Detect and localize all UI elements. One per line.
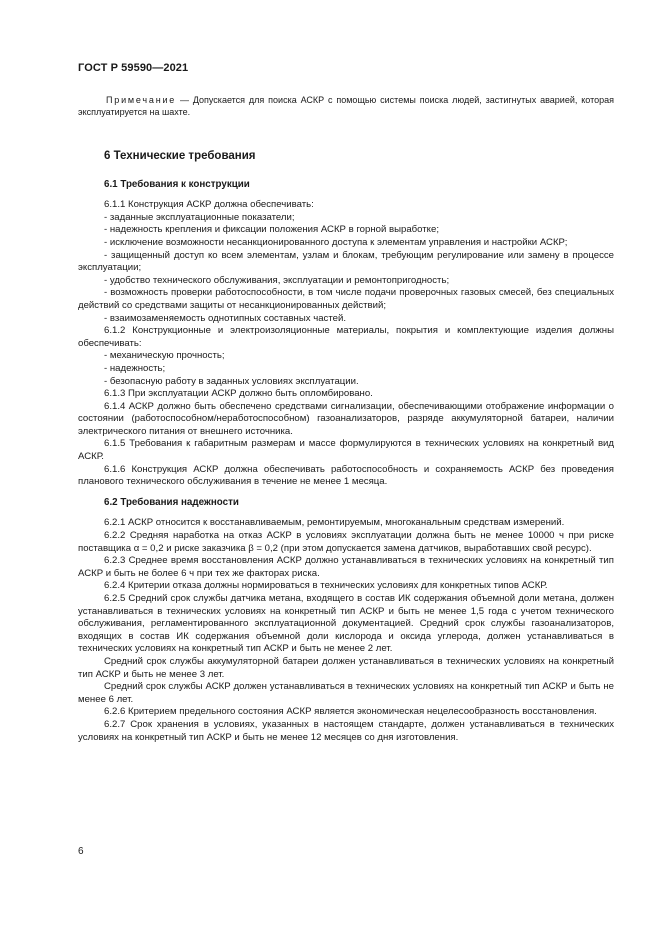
clause-6-1-3: 6.1.3 При эксплуатации АСКР должно быть опломбировано. [104, 388, 373, 400]
note-text: — Допускается для поиска АСКР с помощью системы поиска людей, застигнутых аварией, которая эксплуатируется на шахте. [78, 95, 614, 117]
clause-6-2-1: 6.2.1 АСКР относится к восстанавливаемым, ремонтируемым, многоканальным средствам измерений. [104, 517, 565, 529]
clause-6-2-5-service-life: Средний срок службы АСКР должен устанавливаться в технических условиях на конкретный тип АСКР и быть не менее 6 лет. [78, 681, 614, 705]
note-label: Примечание [106, 95, 177, 105]
clause-6-1-6: 6.1.6 Конструкция АСКР должна обеспечивать работоспособность и сохраняемость АСКР без проведения планового технического обслуживания в течение не менее 1 месяца. [78, 463, 614, 488]
clause-6-2-3: 6.2.3 Среднее время восстановления АСКР должно устанавливаться в технических условиях на конкретный тип АСКР и быть не более 6 ч при тех же факторах риска. [78, 555, 614, 579]
clause-6-2-2: 6.2.2 Средняя наработка на отказ АСКР в условиях эксплуатации должна быть не менее 10000 ч при риске поставщика α = 0,2 и риске заказчика β = 0,2 (при этом допускается замена датчиков, выработавших свой ресурс). [78, 530, 614, 554]
list-item: - удобство технического обслуживания, эксплуатации и ремонтопригодность; [104, 274, 450, 286]
clause-6-1-4: 6.1.4 АСКР должно быть обеспечено средствами сигнализации, обеспечивающими отображение информации о состоянии (работоспособном/неработоспособном) газоанализаторов, разряде аккумуляторной батареи, наличии электрического питания от внешнего источника. [78, 400, 614, 437]
list-item: - взаимозаменяемость однотипных составных частей. [104, 312, 346, 324]
list-item: - защищенный доступ ко всем элементам, узлам и блокам, требующим регулирование или замену в процессе эксплуатации; [78, 249, 614, 274]
list-item: - механическую прочность; [104, 350, 225, 362]
clause-6-1-2: 6.1.2 Конструкционные и электроизоляционные материалы, покрытия и комплектующие изделия должны обеспечивать: [78, 325, 614, 349]
list-item: - возможность проверки работоспособности, в том числе подачи проверочных газовых смесей, без специальных действий со средствами защиты от несанкционированных действий; [78, 287, 614, 311]
subsection-title-6-1: 6.1 Требования к конструкции [104, 178, 250, 190]
standard-header: ГОСТ Р 59590—2021 [78, 62, 189, 74]
page-content [78, 94, 614, 744]
list-item: - безопасную работу в заданных условиях эксплуатации. [104, 375, 359, 387]
clause-6-2-5: 6.2.5 Средний срок службы датчика метана, входящего в состав ИК содержания объемной доли метана, должен устанавливаться в технических условиях на конкретный тип АСКР и быть не менее 1,5 года с учетом технического обслуживания, регламентированного эксплуатационной документацией. Средний срок службы газоанализаторов, входящих в состав ИК содержания объемной доли кислорода и оксида углерода, должен устанавливаться в технических условиях на конкретный тип АСКР и быть не менее 2 лет. [78, 593, 614, 655]
clause-6-2-4: 6.2.4 Критерии отказа должны нормироваться в технических условиях для конкретных типов АСКР. [104, 580, 548, 592]
list-item: - исключение возможности несанкционированного доступа к элементам управления и настройки АСКР; [104, 236, 568, 248]
page-number: 6 [78, 846, 84, 857]
subsection-title-6-2: 6.2 Требования надежности [104, 496, 239, 508]
clause-6-2-5-battery: Средний срок службы аккумуляторной батареи должен устанавливаться в технических условиях на конкретный тип АСКР и быть не менее 3 лет. [78, 655, 614, 680]
note [78, 94, 614, 118]
list-item: - заданные эксплуатационные показатели; [104, 211, 295, 223]
clause-6-1-1: 6.1.1 Конструкция АСКР должна обеспечивать: [104, 199, 314, 211]
clause-6-2-7: 6.2.7 Срок хранения в условиях, указанных в настоящем стандарте, должен устанавливаться в технических условиях на конкретный тип АСКР и быть не менее 12 месяцев со дня изготовления. [78, 718, 614, 743]
clause-6-2-6: 6.2.6 Критерием предельного состояния АСКР является экономическая нецелесообразность восстановления. [104, 706, 597, 718]
section-title: 6 Технические требования [104, 150, 256, 162]
list-item: - надежность; [104, 362, 166, 374]
list-item: - надежность крепления и фиксации положения АСКР в горной выработке; [104, 224, 439, 236]
clause-6-1-5: 6.1.5 Требования к габаритным размерам и массе формулируются в технических условиях на конкретный вид АСКР. [78, 438, 614, 463]
